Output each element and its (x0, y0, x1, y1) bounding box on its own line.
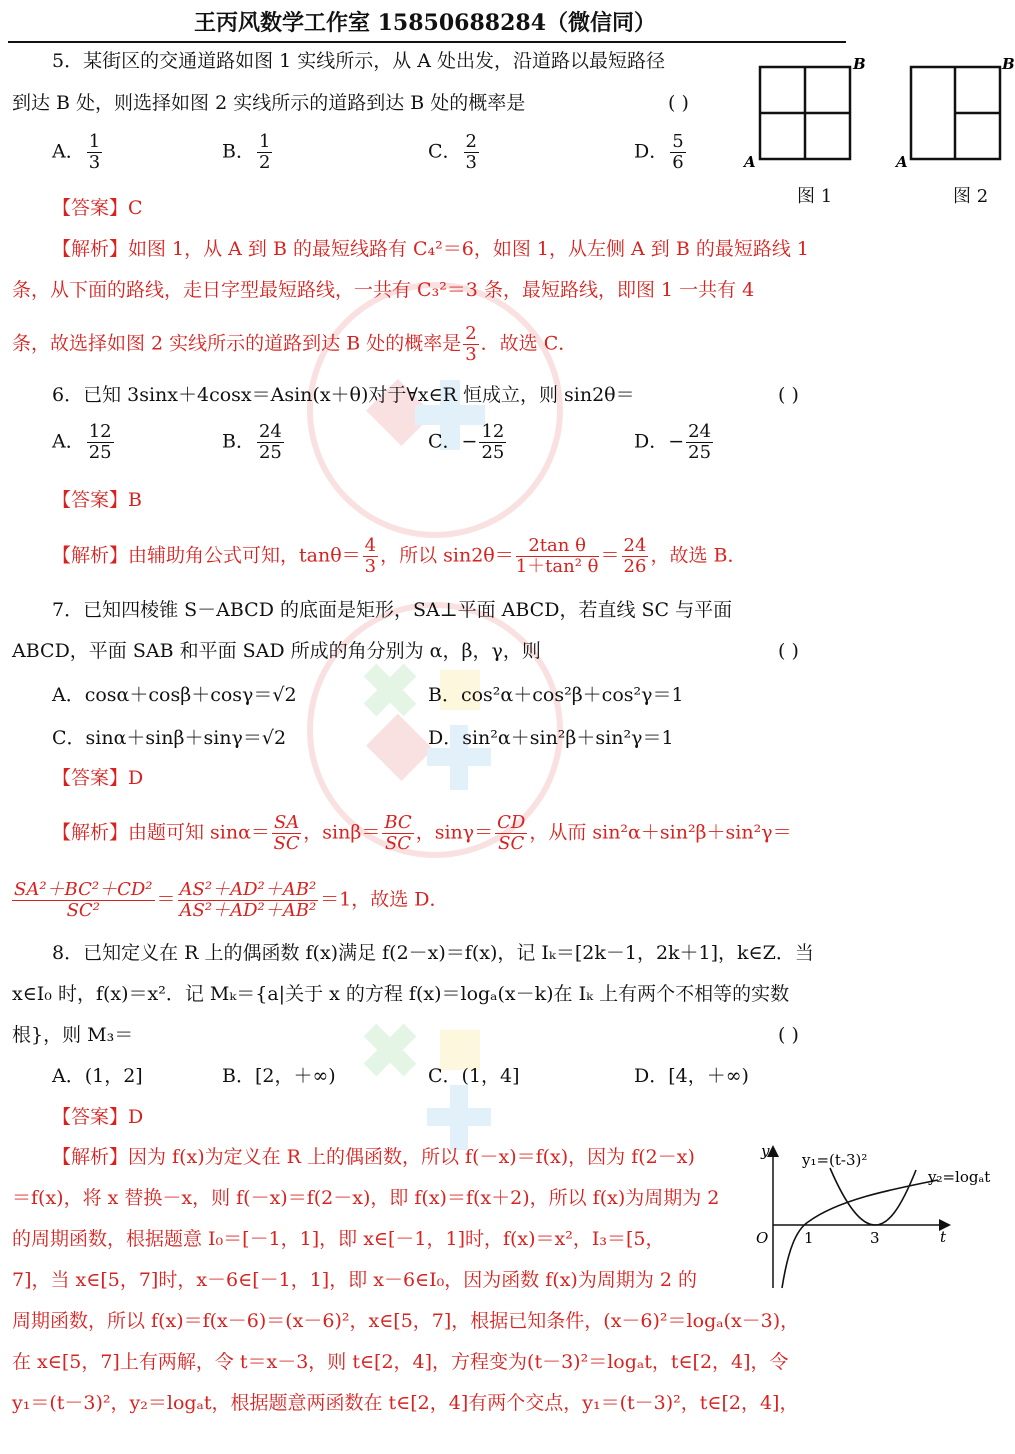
q6-answer-blank: ( ) (778, 384, 799, 406)
option-letter: C． (428, 430, 462, 453)
q8-explanation-line3: 的周期函数，根据题意 I₀＝[－1，1]，即 x∈[－1，1]时，f(x)＝x²，I₃＝[5， (12, 1228, 665, 1250)
q5-answer: 【答案】C (52, 197, 143, 219)
q6-option-b (222, 422, 286, 463)
fraction-denominator: 6 (672, 152, 684, 173)
fraction-numerator: 1 (258, 131, 271, 152)
fraction-numerator: BC (384, 812, 412, 833)
q5-stem-line1: 5．某街区的交通道路如图 1 实线所示，从 A 处出发，沿道路以最短路径 (52, 50, 666, 72)
fraction-denominator: SC (498, 833, 525, 854)
q7-option-b: B．cos²α＋cos²β＋cos²γ＝1 (428, 684, 684, 706)
fraction-denominator: 3 (465, 344, 477, 365)
q8-answer: 【答案】D (52, 1106, 144, 1128)
q8-option-d: D．[4，＋∞) (634, 1065, 749, 1087)
fraction-numerator: 12 (481, 421, 505, 442)
q6-answer: 【答案】B (52, 489, 142, 511)
q6-explanation-text: ＝ (600, 544, 620, 567)
q7-option-d: D．sin²α＋sin²β＋sin²γ＝1 (428, 727, 674, 749)
q7-option-a: A．cosα＋cosβ＋cosγ＝√2 (52, 684, 297, 706)
q5-explanation-line1: 【解析】如图 1，从 A 到 B 的最短线路有 C₄²＝6，如图 1，从左侧 A 到 B 的最短路线 1 (52, 238, 809, 260)
fraction-numerator: 1 (88, 131, 101, 152)
option-sign: − (461, 430, 478, 453)
q8-explanation-line4: 7]，当 x∈[5，7]时，x－6∈[－1，1]，即 x－6∈I₀，因为函数 f(x)为周期为 2 的 (12, 1269, 698, 1291)
q6-stem: 6．已知 3sinx＋4cosx＝Asin(x＋θ)对于∀x∈R 恒成立，则 sin2θ＝ (52, 384, 635, 406)
option-sign: − (668, 430, 685, 453)
q7-answer-blank: ( ) (778, 640, 799, 662)
q7-explanation-text: ，sinγ＝ (415, 821, 494, 844)
fraction-numerator: 12 (88, 421, 112, 442)
q8-explanation-line5: 周期函数，所以 f(x)＝f(x－6)＝(x－6)²，x∈[5，7]，根据已知条件，(x－6)²＝logₐ(x－3)， (12, 1310, 800, 1332)
option-letter: D． (634, 430, 669, 453)
fraction-denominator: 3 (88, 152, 101, 173)
q6-explanation (52, 536, 746, 577)
q5-figure-2 (893, 55, 1015, 175)
graph-y1-label: y₁=(t-3)² (802, 1151, 868, 1169)
q5-explanation-line2: 条，从下面的路线，走日字型最短路线，一共有 C₃²＝3 条，最短路线，即图 1 一共有 4 (12, 279, 755, 301)
fraction-denominator: 26 (623, 556, 647, 577)
fraction-denominator: 3 (465, 152, 477, 173)
q5-figure-2-caption: 图 2 (953, 186, 989, 207)
q5-answer-blank: ( ) (668, 92, 689, 114)
fraction-denominator: 2 (258, 152, 271, 173)
q8-function-graph (748, 1140, 1010, 1295)
q5-figure-1-caption: 图 1 (797, 186, 833, 207)
fraction-numerator: 24 (688, 421, 712, 442)
fraction-numerator: 24 (258, 421, 282, 442)
graph-tick-1: 1 (804, 1229, 814, 1247)
fig2-point-a: A (896, 153, 908, 171)
q7-stem-line2: ABCD，平面 SAB 和平面 SAD 所成的角分别为 α，β，γ，则 (12, 640, 541, 662)
q5-explanation-line3 (12, 324, 577, 365)
fraction-denominator: 25 (481, 442, 505, 463)
fraction-numerator: 4 (364, 535, 377, 556)
q7-explanation-text: ＝ (156, 888, 176, 911)
q5-stem-line2: 到达 B 处，则选择如图 2 实线所示的道路到达 B 处的概率是 (12, 92, 526, 114)
fig2-point-b: B (1002, 55, 1015, 73)
fraction-denominator: SC² (66, 900, 100, 921)
graph-parabola-curve (830, 1168, 916, 1225)
fraction-denominator: 3 (364, 556, 377, 577)
q7-explanation-line2 (10, 880, 449, 921)
q6-option-c (428, 422, 508, 463)
option-letter: A． (52, 140, 85, 163)
fraction-denominator: AS²＋AD²＋AB² (179, 900, 317, 921)
q8-explanation-line1: 【解析】因为 f(x)为定义在 R 上的偶函数，所以 f(－x)＝f(x)，因为 f(2－x) (52, 1146, 695, 1168)
q8-option-c: C．(1，4] (428, 1065, 520, 1087)
fraction-denominator: SC (273, 833, 300, 854)
q5-figure-1 (740, 55, 870, 175)
q5-option-d (634, 132, 688, 173)
fraction-denominator: 25 (258, 442, 282, 463)
header-rule (8, 41, 846, 43)
q6-option-a (52, 422, 116, 463)
q7-option-c: C．sinα＋sinβ＋sinγ＝√2 (52, 727, 287, 749)
q6-explanation-text: 【解析】由辅助角公式可知，tanθ＝ (52, 544, 361, 567)
q7-answer: 【答案】D (52, 767, 144, 789)
q8-explanation-line6: 在 x∈[5，7]上有两解，令 t＝x－3，则 t∈[2，4]，方程变为(t－3)²＝logₐt，t∈[2，4]，令 (12, 1351, 789, 1373)
page-header-title: 王丙风数学工作室 15850688284（微信同） (193, 10, 657, 36)
q8-explanation-line7: y₁＝(t－3)²，y₂＝logₐt，根据题意两函数在 t∈[2，4]有两个交点，y₁＝(t－3)²，t∈[2，4]， (12, 1392, 799, 1414)
q6-option-d (634, 422, 715, 463)
q8-stem-line1: 8．已知定义在 R 上的偶函数 f(x)满足 f(2－x)＝f(x)，记 Iₖ＝[2k－1，2k＋1]，k∈Z．当 (52, 942, 814, 964)
q5-option-a (52, 132, 104, 173)
q5-option-c (428, 132, 481, 173)
q5-explanation-text: 条，故选择如图 2 实线所示的道路到达 B 处的概率是 (12, 332, 462, 355)
q7-explanation-text: ，sinβ＝ (303, 821, 381, 844)
fraction-numerator: AS²＋AD²＋AB² (179, 879, 317, 900)
fraction-denominator: 1＋tan² θ (515, 556, 599, 577)
q8-stem-line3: 根}，则 M₃＝ (12, 1024, 134, 1046)
fig1-point-a: A (744, 153, 756, 171)
fraction-numerator: 24 (623, 535, 647, 556)
q5-option-b (222, 132, 274, 173)
q8-explanation-line2: ＝f(x)，将 x 替换－x，则 f(－x)＝f(2－x)，即 f(x)＝f(x＋2)，所以 f(x)为周期为 2 (12, 1187, 720, 1209)
q7-stem-line1: 7．已知四棱锥 S－ABCD 的底面是矩形，SA⊥平面 ABCD，若直线 SC 与平面 (52, 599, 733, 621)
fraction-numerator: 2 (465, 131, 477, 152)
q6-explanation-text: ，所以 sin2θ＝ (380, 544, 514, 567)
q5-explanation-tail: ．故选 C． (480, 332, 578, 355)
fraction-denominator: SC (384, 833, 412, 854)
q7-explanation-line1 (52, 813, 792, 854)
q6-explanation-tail: ，故选 B． (650, 544, 747, 567)
graph-tick-3: 3 (870, 1229, 880, 1247)
fraction-numerator: 2tan θ (516, 536, 599, 557)
option-letter: B． (222, 430, 255, 453)
option-letter: C． (428, 140, 462, 163)
fraction-numerator: 2 (465, 323, 477, 344)
fraction-denominator: 25 (688, 442, 712, 463)
fraction-numerator: SA²＋BC²＋CD² (14, 879, 153, 900)
graph-y-label: y (761, 1142, 770, 1160)
option-letter: B． (222, 140, 255, 163)
graph-origin-label: O (756, 1229, 769, 1247)
q8-stem-line2: x∈I₀ 时，f(x)＝x²．记 Mₖ＝{a|关于 x 的方程 f(x)＝logₐ(x－k)在 Iₖ 上有两个不相等的实数 (12, 983, 790, 1005)
fraction-denominator: 25 (88, 442, 112, 463)
q8-answer-blank: ( ) (778, 1024, 799, 1046)
fraction-numerator: 5 (672, 131, 684, 152)
q8-option-b: B．[2，＋∞) (222, 1065, 336, 1087)
q8-option-a: A．(1，2] (52, 1065, 143, 1087)
graph-t-label: t (940, 1228, 947, 1246)
fraction-numerator: CD (497, 812, 526, 833)
option-letter: D． (634, 140, 669, 163)
fraction-numerator: SA (273, 812, 300, 833)
option-letter: A． (52, 430, 85, 453)
q7-explanation-tail: ＝1，故选 D． (320, 888, 449, 911)
fig1-point-b: B (853, 55, 866, 73)
q7-explanation-text: ，从而 sin²α＋sin²β＋sin²γ＝ (529, 821, 792, 844)
graph-y2-label: y₂=logₐt (928, 1168, 991, 1186)
q7-explanation-text: 【解析】由题可知 sinα＝ (52, 821, 270, 844)
